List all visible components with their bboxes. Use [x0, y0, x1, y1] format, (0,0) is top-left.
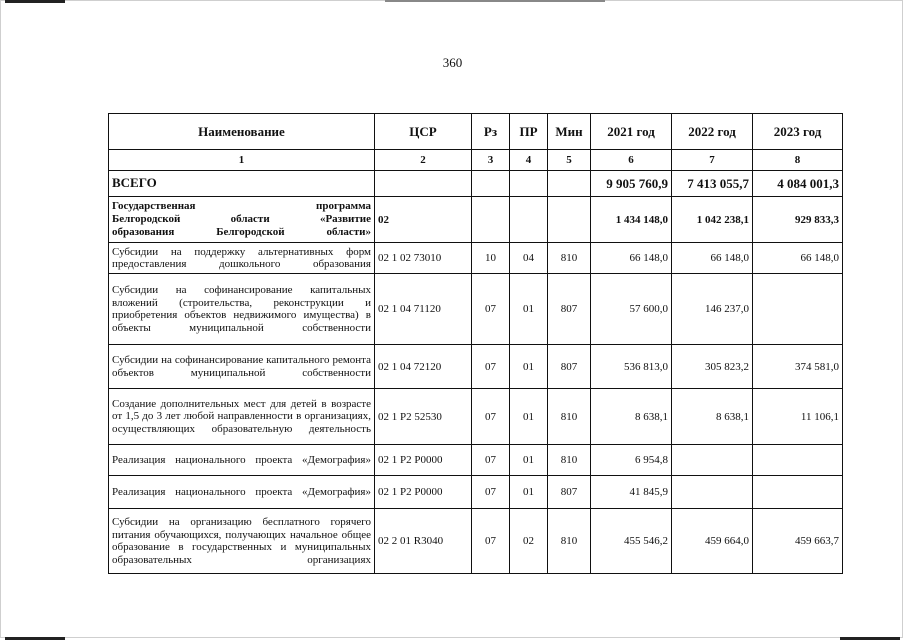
- row-2023: [753, 476, 843, 509]
- column-number: 6: [591, 150, 672, 171]
- column-number: 1: [109, 150, 375, 171]
- row-rz: 07: [472, 509, 510, 574]
- row-pr: 01: [510, 274, 548, 345]
- row-2022: 305 823,2: [672, 345, 753, 389]
- budget-table: [108, 113, 843, 574]
- row-min: 807: [548, 476, 591, 509]
- program-row: [109, 197, 843, 243]
- empty-cell: [375, 171, 472, 197]
- table-row: [109, 476, 843, 509]
- scan-mark-top-center: [385, 0, 605, 2]
- row-min: 807: [548, 345, 591, 389]
- table-row: [109, 389, 843, 445]
- column-number: 8: [753, 150, 843, 171]
- scan-mark-top-left: [5, 0, 65, 3]
- row-2022: [672, 476, 753, 509]
- column-number-row: [109, 150, 843, 171]
- total-2023: 4 084 001,3: [753, 171, 843, 197]
- row-name: Субсидии на софинансирование капитальных вложений (строительства, реконструкции и приобретения объектов недвижимого имущества) в объекты муниципальной собственности: [109, 274, 375, 345]
- row-2021: 66 148,0: [591, 243, 672, 274]
- row-min: 810: [548, 243, 591, 274]
- column-number: 2: [375, 150, 472, 171]
- row-name: Субсидии на поддержку альтернативных форм предоставления дошкольного образования: [109, 243, 375, 274]
- row-name: Реализация национального проекта «Демография»: [109, 476, 375, 509]
- row-rz: 07: [472, 389, 510, 445]
- row-2022: 8 638,1: [672, 389, 753, 445]
- row-2022: 146 237,0: [672, 274, 753, 345]
- table-row: [109, 243, 843, 274]
- empty-cell: [472, 197, 510, 243]
- column-number: 5: [548, 150, 591, 171]
- program-2023: 929 833,3: [753, 197, 843, 243]
- row-pr: 01: [510, 476, 548, 509]
- row-2023: 66 148,0: [753, 243, 843, 274]
- row-2021: 536 813,0: [591, 345, 672, 389]
- row-2023: 374 581,0: [753, 345, 843, 389]
- row-2023: 11 106,1: [753, 389, 843, 445]
- row-min: 807: [548, 274, 591, 345]
- page-number: 360: [442, 55, 463, 70]
- column-number: 7: [672, 150, 753, 171]
- header-2023: 2023 год: [753, 114, 843, 150]
- row-pr: 01: [510, 389, 548, 445]
- row-name: Создание дополнительных мест для детей в возрасте от 1,5 до 3 лет любой направленности в организациях, осуществляющих образовательную деятельность: [109, 389, 375, 445]
- empty-cell: [510, 197, 548, 243]
- header-2022: 2022 год: [672, 114, 753, 150]
- header-row: [109, 114, 843, 150]
- row-rz: 07: [472, 476, 510, 509]
- row-rz: 10: [472, 243, 510, 274]
- row-2021: 57 600,0: [591, 274, 672, 345]
- header-pr: ПР: [510, 114, 548, 150]
- row-2021: 6 954,8: [591, 445, 672, 476]
- program-name-line: Белгородской области «Развитие: [112, 213, 371, 225]
- row-rz: 07: [472, 274, 510, 345]
- row-2021: 8 638,1: [591, 389, 672, 445]
- row-2023: 459 663,7: [753, 509, 843, 574]
- table-row: [109, 509, 843, 574]
- row-2022: 459 664,0: [672, 509, 753, 574]
- row-2023: [753, 445, 843, 476]
- empty-cell: [510, 171, 548, 197]
- row-min: 810: [548, 389, 591, 445]
- program-2021: 1 434 148,0: [591, 197, 672, 243]
- total-2021: 9 905 760,9: [591, 171, 672, 197]
- program-name-line: Государственная программа: [112, 200, 371, 212]
- column-number: 3: [472, 150, 510, 171]
- row-rz: 07: [472, 445, 510, 476]
- empty-cell: [472, 171, 510, 197]
- row-2021: 41 845,9: [591, 476, 672, 509]
- program-2022: 1 042 238,1: [672, 197, 753, 243]
- row-name: Субсидии на организацию бесплатного горячего питания обучающихся, получающих начальное общее образование в государственных и муниципальных образовательных организациях: [109, 509, 375, 574]
- header-name: Наименование: [109, 114, 375, 150]
- row-2023: [753, 274, 843, 345]
- table-row: [109, 345, 843, 389]
- row-csr: 02 1 02 73010: [375, 243, 472, 274]
- row-pr: 04: [510, 243, 548, 274]
- row-csr: 02 1 04 72120: [375, 345, 472, 389]
- program-name-line: образования Белгородской области»: [112, 226, 371, 238]
- row-2021: 455 546,2: [591, 509, 672, 574]
- row-pr: 02: [510, 509, 548, 574]
- row-csr: 02 1 04 71120: [375, 274, 472, 345]
- row-name: Субсидии на софинансирование капитального ремонта объектов муниципальной собственности: [109, 345, 375, 389]
- header-2021: 2021 год: [591, 114, 672, 150]
- program-name: [109, 197, 375, 243]
- row-2022: 66 148,0: [672, 243, 753, 274]
- row-csr: 02 1 P2 52530: [375, 389, 472, 445]
- header-min: Мин: [548, 114, 591, 150]
- header-csr: ЦСР: [375, 114, 472, 150]
- row-csr: 02 1 P2 P0000: [375, 445, 472, 476]
- table-row: [109, 274, 843, 345]
- row-2022: [672, 445, 753, 476]
- row-min: 810: [548, 445, 591, 476]
- row-csr: 02 2 01 R3040: [375, 509, 472, 574]
- column-number: 4: [510, 150, 548, 171]
- empty-cell: [548, 197, 591, 243]
- table-row: [109, 445, 843, 476]
- row-pr: 01: [510, 445, 548, 476]
- total-label: ВСЕГО: [109, 171, 375, 197]
- row-csr: 02 1 P2 P0000: [375, 476, 472, 509]
- total-2022: 7 413 055,7: [672, 171, 753, 197]
- empty-cell: [548, 171, 591, 197]
- row-rz: 07: [472, 345, 510, 389]
- row-pr: 01: [510, 345, 548, 389]
- total-row: [109, 171, 843, 197]
- header-rz: Рз: [472, 114, 510, 150]
- program-csr: 02: [375, 197, 472, 243]
- row-min: 810: [548, 509, 591, 574]
- row-name: Реализация национального проекта «Демография»: [109, 445, 375, 476]
